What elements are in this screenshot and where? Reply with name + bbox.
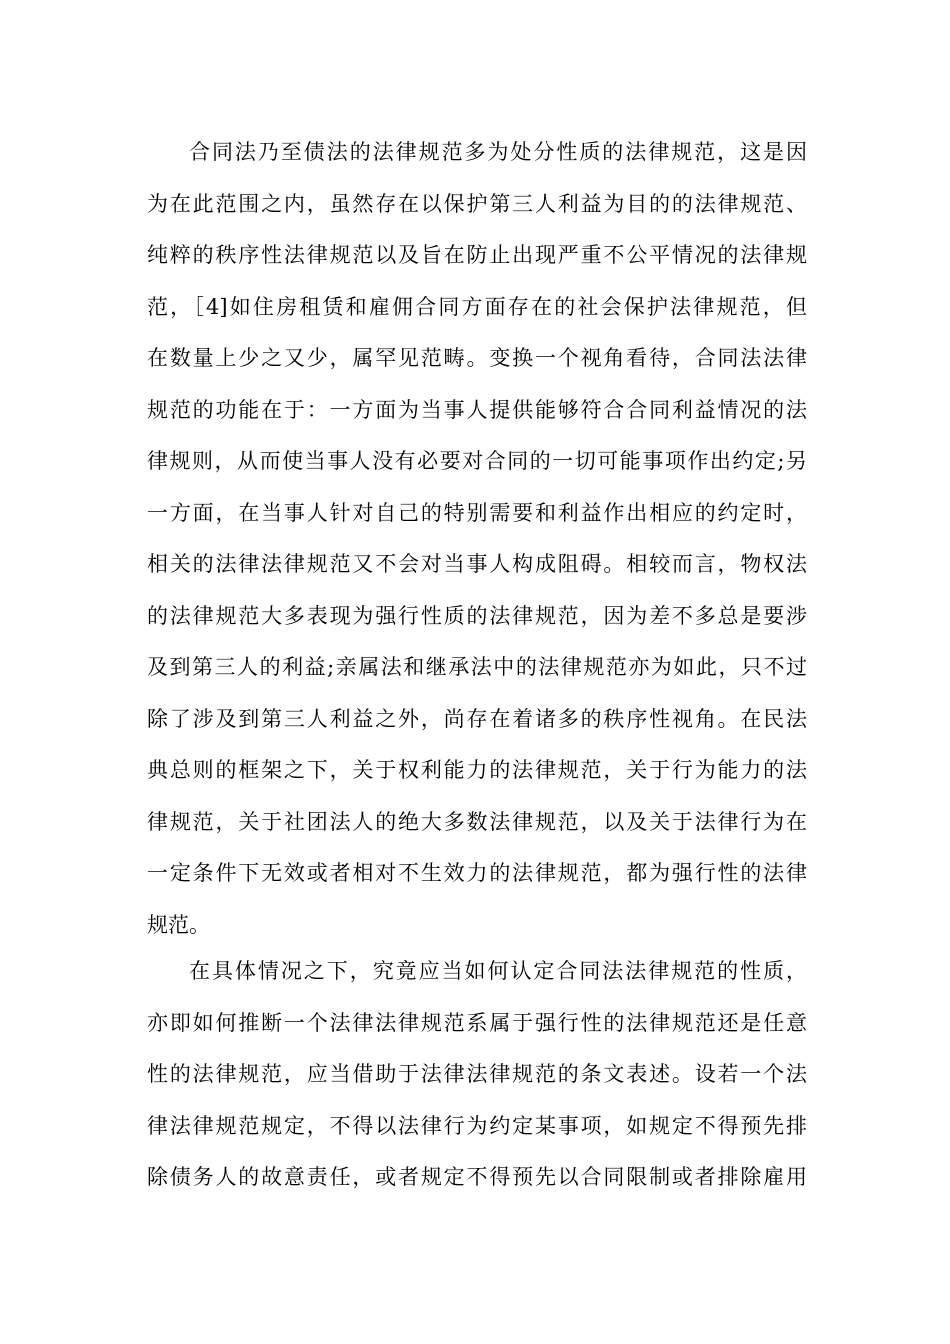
text-line: 性的法律规范，应当借助于法律法律规范的条文表述。设若一个法 [147, 1062, 807, 1086]
text-line: 在具体情况之下，究竟应当如何认定合同法法律规范的性质， [189, 959, 807, 983]
text-line: 律规范，关于社团法人的绝大多数法律规范，以及关于法律行为在 [147, 809, 807, 834]
text-line: 除债务人的故意责任，或者规定不得预先以合同限制或者排除雇用 [147, 1165, 807, 1189]
text-line: 典总则的框架之下，关于权利能力的法律规范，关于行为能力的法 [147, 758, 807, 782]
text-line: 相关的法律法律规范又不会对当事人构成阻碍。相较而言，物权法 [147, 552, 807, 576]
text-line: 律规则，从而使当事人没有必要对合同的一切可能事项作出约定;另 [147, 449, 807, 473]
text-line: 律法律规范规定，不得以法律行为约定某事项，如规定不得预先排 [147, 1113, 807, 1138]
text-line: 在数量上少之又少，属罕见范畴。变换一个视角看待，合同法法律 [147, 346, 807, 370]
text-line: 范，［4]如住房租赁和雇佣合同方面存在的社会保护法律规范，但 [147, 294, 807, 319]
text-line: 一方面，在当事人针对自己的特别需要和利益作出相应的约定时， [147, 500, 807, 525]
text-line: 为在此范围之内，虽然存在以保护第三人利益为目的的法律规范、 [147, 191, 807, 216]
text-line: 合同法乃至债法的法律规范多为处分性质的法律规范，这是因 [189, 140, 807, 164]
text-line: 纯粹的秩序性法律规范以及旨在防止出现严重不公平情况的法律规 [147, 243, 807, 267]
text-line: 规范的功能在于：一方面为当事人提供能够符合合同利益情况的法 [147, 397, 807, 422]
text-line: 除了涉及到第三人利益之外，尚存在着诸多的秩序性视角。在民法 [147, 706, 807, 731]
paragraph-contract-law-norms [147, 127, 807, 951]
text-line: 亦即如何推断一个法律法律规范系属于强行性的法律规范还是任意 [147, 1010, 807, 1035]
text-line: 的法律规范大多表现为强行性质的法律规范，因为差不多总是要涉 [147, 603, 807, 628]
paragraph-determining-norm-nature [147, 946, 807, 1204]
text-line: 规范。 [147, 912, 210, 937]
text-line: 一定条件下无效或者相对不生效力的法律规范，都为强行性的法律 [147, 861, 807, 885]
text-line: 及到第三人的利益;亲属法和继承法中的法律规范亦为如此，只不过 [147, 655, 807, 679]
